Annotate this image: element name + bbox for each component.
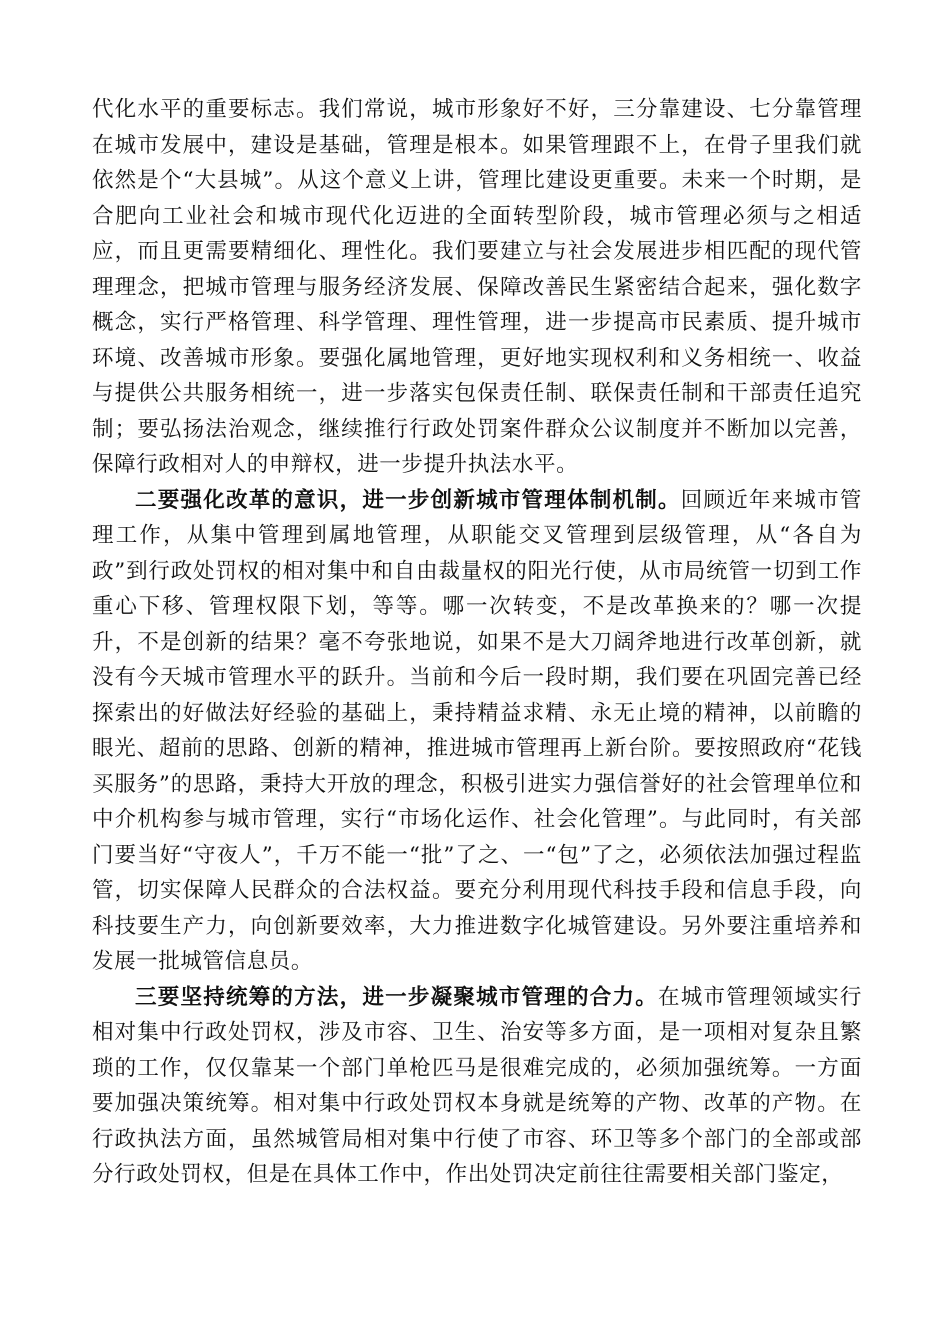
paragraph-body-text: 在城市管理领域实行相对集中行政处罚权，涉及市容、卫生、治安等多方面，是一项相对复杂且繁琐的工作，仅仅靠某一个部门单枪匹马是很难完成的，必须加强统筹。一方面要加强决策统筹。相对集中行政处罚权本身就是统筹的产物、改革的产物。在行政执法方面，虽然城管局相对集中行使了市容、环卫等多个部门的全部或部分行政处罚权，但是在具体工作中，作出处罚决定前往往需要相关部门鉴定， — [92, 984, 862, 1187]
paragraph-reform — [92, 483, 862, 980]
paragraph-continuation — [92, 92, 862, 483]
paragraph-heading-coordination: 三要坚持统筹的方法，进一步凝聚城市管理的合力。 — [135, 984, 658, 1010]
paragraph-heading-reform: 二要强化改革的意识，进一步创新城市管理体制机制。 — [135, 487, 681, 513]
paragraph-body-text: 代化水平的重要标志。我们常说，城市形象好不好，三分靠建设、七分靠管理在城市发展中，建设是基础，管理是根本。如果管理跟不上，在骨子里我们就依然是个“大县城”。从这个意义上讲，管理比建设更重要。未来一个时期，是合肥向工业社会和城市现代化迈进的全面转型阶段，城市管理必须与之相适应，而且更需要精细化、理性化。我们要建立与社会发展进步相匹配的现代管理理念，把城市管理与服务经济发展、保障改善民生紧密结合起来，强化数字概念，实行严格管理、科学管理、理性管理，进一步提高市民素质、提升城市环境、改善城市形象。要强化属地管理，更好地实现权利和义务相统一、收益与提供公共服务相统一，进一步落实包保责任制、联保责任制和干部责任追究制；要弘扬法治观念，继续推行行政处罚案件群众公议制度并不断加以完善，保障行政相对人的申辩权，进一步提升执法水平。 — [92, 97, 862, 477]
paragraph-body-text: 回顾近年来城市管理工作，从集中管理到属地管理，从职能交叉管理到层级管理，从“各自为政”到行政处罚权的相对集中和自由裁量权的阳光行使，从市局统管一切到工作重心下移、管理权限下划，等等。哪一次转变，不是改革换来的？哪一次提升，不是创新的结果？毫不夸张地说，如果不是大刀阔斧地进行改革创新，就没有今天城市管理水平的跃升。当前和今后一段时期，我们要在巩固完善已经探索出的好做法好经验的基础上，秉持精益求精、永无止境的精神，以前瞻的眼光、超前的思路、创新的精神，推进城市管理再上新台阶。要按照政府“花钱买服务”的思路，秉持大开放的理念，积极引进实力强信誉好的社会管理单位和中介机构参与城市管理，实行“市场化运作、社会化管理”。与此同时，有关部门要当好“守夜人”，千万不能一“批”了之、一“包”了之，必须依法加强过程监管，切实保障人民群众的合法权益。要充分利用现代科技手段和信息手段，向科技要生产力，向创新要效率，大力推进数字化城管建设。另外要注重培养和发展一批城管信息员。 — [92, 487, 862, 974]
document-page — [92, 92, 862, 1193]
paragraph-coordination — [92, 980, 862, 1193]
